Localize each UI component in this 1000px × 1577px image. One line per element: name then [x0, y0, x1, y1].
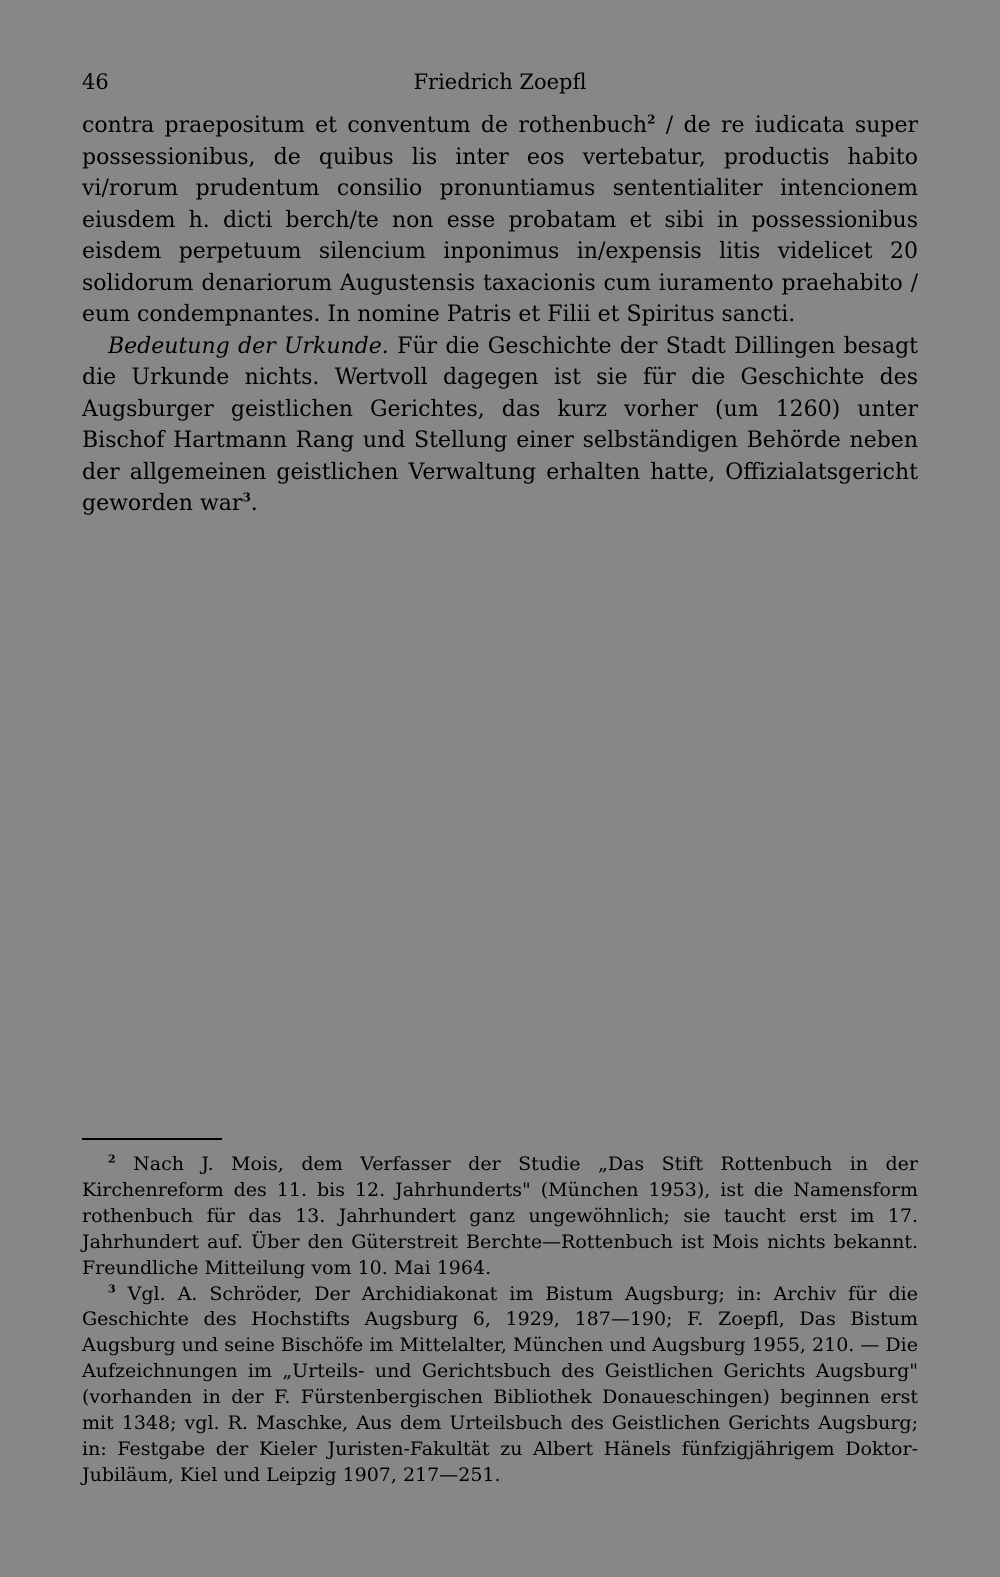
paragraph-text: contra praepositum et conventum de rothenbuch: [82, 113, 648, 138]
footnote-3: [82, 1282, 918, 1489]
footnote-mark: 2: [108, 1152, 116, 1166]
running-title: Friedrich Zoepfl: [413, 70, 587, 94]
footnote-text: Vgl. A. Schröder, Der Archidiakonat im Bistum Augsburg; in: Archiv für die Geschichte des Hochstifts Augsburg 6, 1929, 187—190; F. Zoepfl, Das Bistum Augsburg und seine Bischöfe im Mittelalter, München und Augsburg 1955, 210. — Die Aufzeichnungen im „Urteils- und Gerichtsbuch des Geistlichen Gerichts Augsburg" (vorhanden in der F. Fürstenbergischen Bibliothek Donaueschingen) beginnen erst mit 1348; vgl. R. Maschke, Aus dem Urteilsbuch des Geistlichen Gerichts Augsburg; in: Festgabe der Kieler Juristen-Fakultät zu Albert Hänels fünfzigjährigem Doktor-Jubiläum, Kiel und Leipzig 1907, 217—251.: [82, 1282, 918, 1486]
footnote-mark: 3: [108, 1282, 116, 1296]
footnote-ref-2: 2: [647, 112, 656, 127]
paragraph-latin-quote: [82, 110, 918, 331]
body-text: [82, 110, 918, 520]
footnote-ref-3: 3: [242, 490, 251, 505]
running-head: [82, 60, 918, 110]
paragraph-text: .: [250, 491, 258, 516]
footnotes: [82, 1152, 918, 1489]
page: [82, 60, 918, 520]
footnote-text: Nach J. Mois, dem Verfasser der Studie „Das Stift Rottenbuch in der Kirchenreform des 11. bis 12. Jahrhunderts" (München 1953), ist die Namensform rothenbuch für das 13. Jahrhundert ganz ungewöhnlich; sie taucht erst im 17. Jahrhundert auf. Über den Güterstreit Berchte—Rottenbuch ist Mois nichts bekannt. Freundliche Mitteilung vom 10. Mai 1964.: [82, 1153, 918, 1279]
footnote-2: [82, 1152, 918, 1282]
footnote-divider: [82, 1138, 222, 1140]
page-number: 46: [82, 70, 109, 94]
paragraph-text: / de re iudicata super possessionibus, de quibus lis inter eos vertebatur, productis habito vi/rorum prudentum consilio pronuntiamus sententialiter intencionem eiusdem h. dicti berch/te non esse probatam et sibi in possessionibus eisdem perpetuum silencium inponimus in/expensis litis videlicet 20 solidorum denariorum Augustensis taxacionis cum iuramento praehabito / eum condempnantes. In nomine Patris et Filii et Spiritus sancti.: [82, 113, 918, 327]
section-heading: Bedeutung der Urkunde.: [108, 333, 389, 359]
paragraph-text: Für die Geschichte der Stadt Dillingen besagt die Urkunde nichts. Wertvoll dagegen ist sie für die Geschichte des Augsburger geistlichen Gerichtes, das kurz vorher (um 1260) unter Bischof Hartmann Rang und Stellung einer selbständigen Behörde neben der allgemeinen geistlichen Verwaltung erhalten hatte, Offizialatsgericht geworden war: [82, 333, 918, 516]
paragraph-significance: [82, 331, 918, 520]
